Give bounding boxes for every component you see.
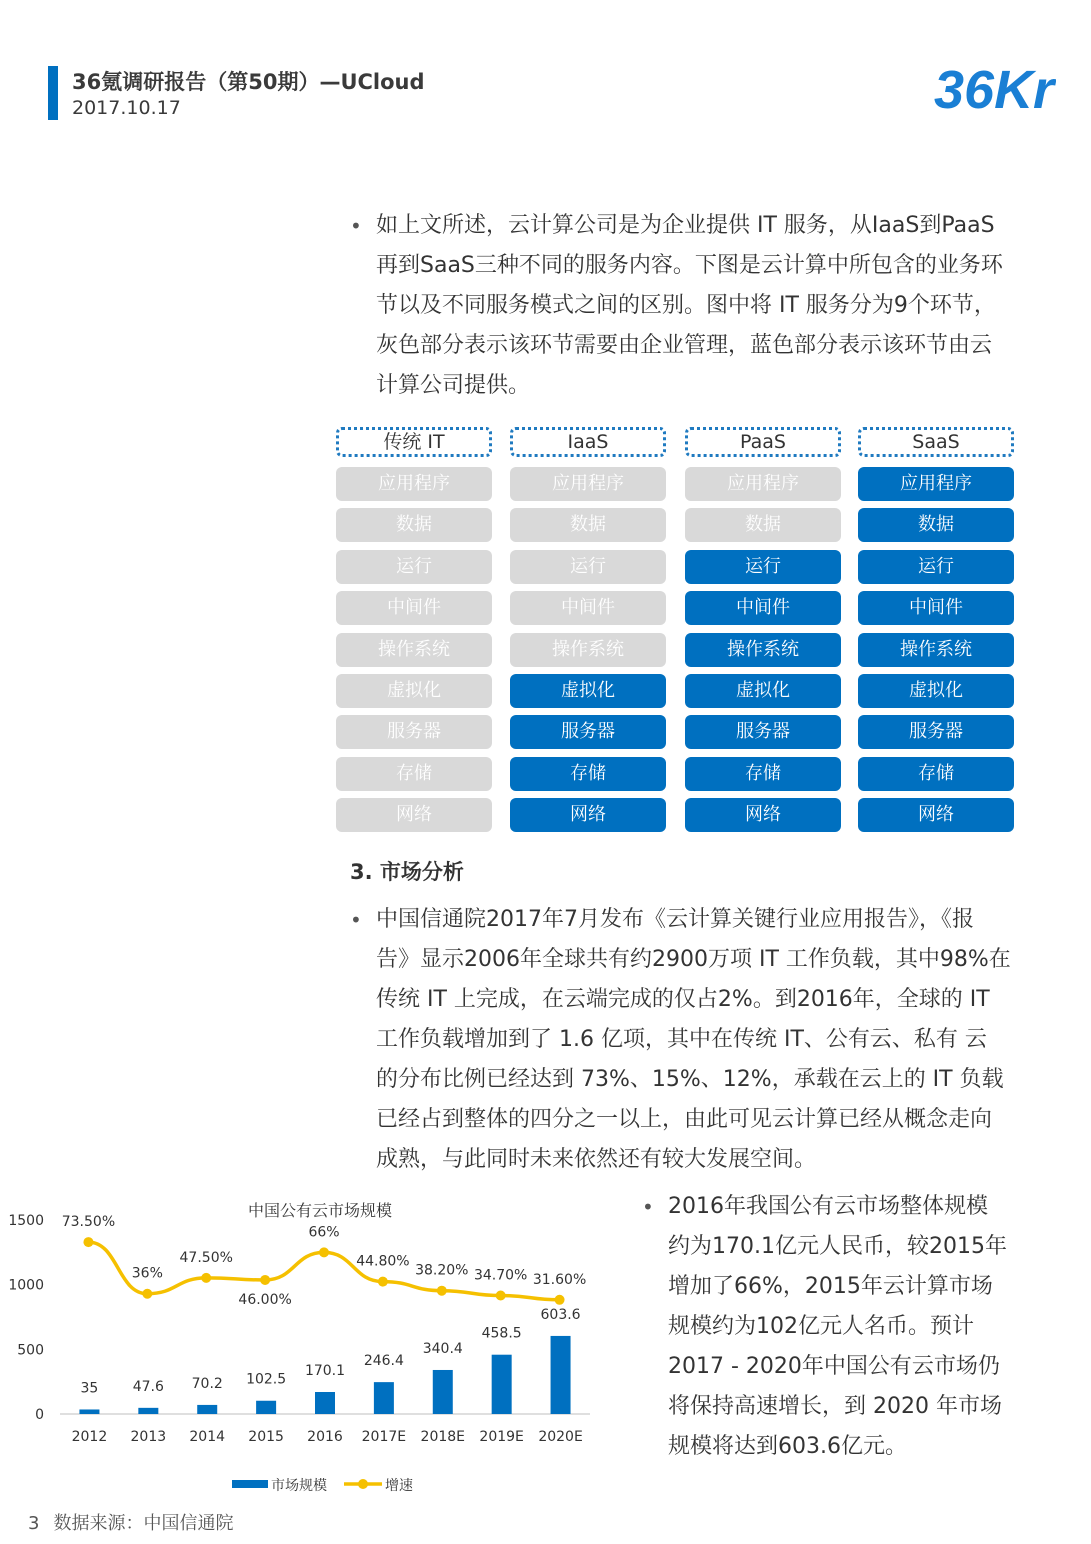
paragraph-line: 成熟，与此同时未来依然还有较大发展空间。 <box>376 1147 817 1172</box>
y-tick-label: 0 <box>35 1407 44 1423</box>
growth-value-label: 38.20% <box>415 1262 469 1279</box>
growth-value-label: 31.60% <box>532 1271 587 1288</box>
layer-cell: 网络 <box>858 798 1014 832</box>
layer-cell: 中间件 <box>336 591 492 625</box>
growth-value-label: 44.80% <box>356 1253 410 1270</box>
layer-cell: 虚拟化 <box>510 674 666 708</box>
bar-2013 <box>138 1408 158 1414</box>
layer-cell: 虚拟化 <box>858 674 1014 708</box>
paragraph-line: 工作负载增加到了 1.6 亿项，其中在传统 IT、公有云、私有 云 <box>376 1027 987 1052</box>
paragraph-line: 告》显示2006年全球共有约2900万项 IT 工作负载，其中98%在 <box>376 947 1011 972</box>
x-tick-label: 2014 <box>189 1429 226 1445</box>
x-tick-label: 2015 <box>248 1429 284 1445</box>
bar-value-label: 603.6 <box>540 1306 581 1323</box>
bar-value-label: 246.4 <box>363 1353 404 1370</box>
data-source: 数据来源：中国信通院 <box>53 1513 234 1534</box>
market-analysis-paragraph <box>350 900 1011 1180</box>
paragraph-line: 2017 - 2020年中国公有云市场仍 <box>668 1354 1000 1379</box>
paragraph-line: 规模将达到603.6亿元。 <box>668 1434 907 1459</box>
report-date: 2017.10.17 <box>72 97 181 119</box>
bar-value-label: 170.1 <box>304 1363 346 1380</box>
column-header-iaas: IaaS <box>510 427 666 457</box>
column-header-传统it: 传统 IT <box>336 427 492 457</box>
layer-cell: 网络 <box>336 798 492 832</box>
layer-cell: 存储 <box>858 757 1014 791</box>
layer-cell: 操作系统 <box>336 633 492 667</box>
growth-point-2019E <box>496 1291 506 1301</box>
column-header-saas: SaaS <box>858 427 1014 457</box>
bar-2019E <box>492 1355 512 1414</box>
layer-cell: 中间件 <box>858 591 1014 625</box>
x-tick-label: 2012 <box>71 1429 108 1445</box>
paragraph-line: 传统 IT 上完成，在云端完成的仅占2%。到2016年，全球的 IT <box>376 987 990 1012</box>
section-heading: 3. 市场分析 <box>350 860 464 884</box>
bar-2020E <box>551 1336 571 1414</box>
layer-cell: 操作系统 <box>858 633 1014 667</box>
paragraph-line: 节以及不同服务模式之间的区别。图中将 IT 服务分为9个环节， <box>376 293 996 318</box>
bullet-icon: • <box>350 214 362 238</box>
footer <box>28 1509 233 1535</box>
x-tick-label: 2013 <box>130 1429 167 1445</box>
paragraph-line: 灰色部分表示该环节需要由企业管理，蓝色部分表示该环节由云 <box>376 333 993 358</box>
market-size-paragraph <box>642 1187 1007 1467</box>
layer-cell: 数据 <box>685 508 841 542</box>
paragraph-line: 再到SaaS三种不同的服务内容。下图是云计算中所包含的业务环 <box>376 253 1003 278</box>
paragraph-line: 增加了66%，2015年云计算市场 <box>668 1274 993 1299</box>
page-number: 3 <box>28 1513 40 1534</box>
layer-cell: 服务器 <box>858 715 1014 749</box>
legend-line-marker <box>358 1479 368 1489</box>
legend-line-label: 增速 <box>385 1478 413 1494</box>
layer-cell: 运行 <box>510 550 666 584</box>
bar-value-label: 102.5 <box>246 1371 287 1388</box>
layer-cell: 存储 <box>685 757 841 791</box>
paragraph-line: 规模约为102亿元人名币。预计 <box>668 1314 974 1339</box>
layer-cell: 中间件 <box>510 591 666 625</box>
layer-cell: 网络 <box>685 798 841 832</box>
legend-bar-swatch <box>232 1480 268 1488</box>
layer-cell: 数据 <box>510 508 666 542</box>
bar-2014 <box>197 1405 217 1414</box>
growth-point-2014 <box>201 1273 211 1283</box>
chart-title: 中国公有云市场规模 <box>247 1201 393 1220</box>
growth-point-2016 <box>319 1247 329 1257</box>
growth-point-2012 <box>83 1237 93 1247</box>
layer-cell: 运行 <box>685 550 841 584</box>
paragraph-line: 中国信通院2017年7月发布《云计算关键行业应用报告》，《报 <box>376 907 974 932</box>
layer-cell: 服务器 <box>336 715 492 749</box>
growth-value-label: 36% <box>131 1265 163 1282</box>
layer-cell: 操作系统 <box>510 633 666 667</box>
bar-value-label: 70.2 <box>191 1375 223 1392</box>
layer-cell: 操作系统 <box>685 633 841 667</box>
layer-cell: 应用程序 <box>336 467 492 501</box>
growth-value-label: 46.00% <box>238 1291 292 1308</box>
layer-cell: 虚拟化 <box>336 674 492 708</box>
growth-value-label: 73.50% <box>61 1214 116 1231</box>
y-tick-label: 500 <box>17 1342 44 1359</box>
bar-2017E <box>374 1382 394 1414</box>
bar-2016 <box>315 1392 335 1414</box>
y-tick-label: 1500 <box>8 1213 44 1229</box>
growth-point-2020E <box>555 1295 565 1305</box>
bullet-icon: • <box>350 908 362 932</box>
x-tick-label: 2019E <box>479 1429 524 1445</box>
growth-value-label: 66% <box>308 1224 340 1241</box>
x-tick-label: 2020E <box>538 1429 583 1445</box>
paragraph-line: 2016年我国公有云市场整体规模 <box>668 1194 988 1219</box>
layer-cell: 中间件 <box>685 591 841 625</box>
layer-cell: 数据 <box>336 508 492 542</box>
y-tick-label: 1000 <box>8 1277 44 1294</box>
x-tick-label: 2016 <box>307 1429 343 1445</box>
paragraph-line: 的分布比例已经达到 73%、15%、12%，承载在云上的 IT 负载 <box>376 1067 1004 1092</box>
layer-cell: 运行 <box>858 550 1014 584</box>
bar-value-label: 47.6 <box>132 1378 164 1395</box>
paragraph-line: 将保持高速增长，到 2020 年市场 <box>668 1394 1002 1419</box>
logo-text: 36Kr <box>934 60 1055 120</box>
bar-value-label: 340.4 <box>422 1340 463 1357</box>
36kr-logo <box>930 52 1056 122</box>
layer-cell: 虚拟化 <box>685 674 841 708</box>
growth-point-2018E <box>437 1286 447 1296</box>
bar-value-label: 458.5 <box>481 1325 522 1342</box>
growth-point-2013 <box>142 1289 152 1299</box>
layer-cell: 服务器 <box>510 715 666 749</box>
legend-bar-label: 市场规模 <box>271 1478 327 1494</box>
paragraph-line: 计算公司提供。 <box>376 373 531 398</box>
x-tick-label: 2018E <box>420 1429 466 1445</box>
layer-cell: 应用程序 <box>685 467 841 501</box>
layer-cell: 存储 <box>336 757 492 791</box>
layer-cell: 数据 <box>858 508 1014 542</box>
growth-value-label: 47.50% <box>179 1249 233 1266</box>
layer-cell: 服务器 <box>685 715 841 749</box>
paragraph-line: 如上文所述，云计算公司是为企业提供 IT 服务，从IaaS到PaaS <box>376 213 995 238</box>
layer-cell: 应用程序 <box>858 467 1014 501</box>
paragraph-line: 约为170.1亿元人民币，较2015年 <box>668 1234 1007 1259</box>
growth-value-label: 34.70% <box>473 1267 528 1284</box>
column-header-paas: PaaS <box>685 427 841 457</box>
bullet-icon: • <box>642 1195 654 1219</box>
growth-point-2017E <box>378 1277 388 1287</box>
bar-2018E <box>433 1370 453 1414</box>
growth-point-2015 <box>260 1275 270 1285</box>
x-tick-label: 2017E <box>361 1429 407 1445</box>
layer-cell: 应用程序 <box>510 467 666 501</box>
report-title: 36氪调研报告（第50期）—UCloud <box>72 70 425 94</box>
bar-2012 <box>79 1409 99 1414</box>
header-accent-bar <box>48 66 58 120</box>
layer-cell: 网络 <box>510 798 666 832</box>
bar-2015 <box>256 1401 276 1414</box>
layer-cell: 存储 <box>510 757 666 791</box>
intro-paragraph <box>350 206 1003 406</box>
paragraph-line: 已经占到整体的四分之一以上，由此可见云计算已经从概念走向 <box>376 1107 993 1132</box>
layer-cell: 运行 <box>336 550 492 584</box>
public-cloud-market-chart <box>0 1192 620 1502</box>
bar-value-label: 35 <box>80 1380 99 1397</box>
